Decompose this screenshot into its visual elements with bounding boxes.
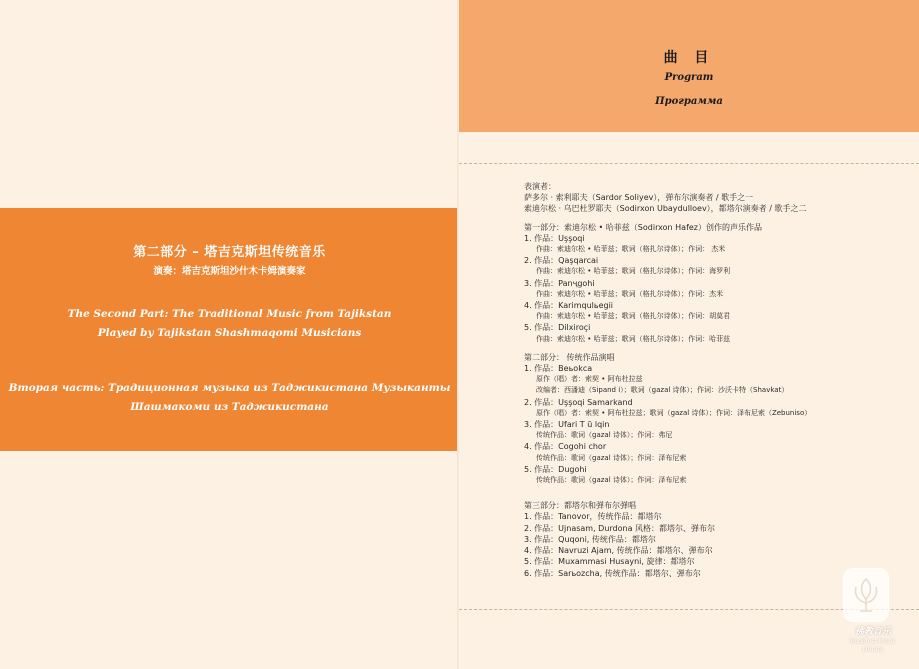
- program-credit-line: 作曲：索迪尔松 • 哈菲兹；歌词（格扎尔诗体）；作词：胡莫君: [536, 312, 731, 321]
- program-line: 5. 作品：Muxammasi Husayni, 旋律：都塔尔: [524, 557, 695, 567]
- program-line: 2. 作品：Ujnasam, Durdona 风格：都塔尔、弹布尔: [524, 523, 716, 533]
- section-subtitle-en: Played by Tajikstan Shashmaqomi Musicians: [97, 327, 362, 339]
- program-credit-line: 作曲：索迪尔松 • 哈菲兹；歌词（格扎尔诗体）；作词：海罗利: [536, 267, 731, 276]
- section-title-cn: 第二部分 – 塔吉克斯坦传统音乐: [133, 245, 326, 260]
- program-title-ru: Программа: [655, 96, 723, 107]
- logo-text: 佛教音乐: [854, 627, 891, 637]
- program-line: 第三部分：都塔尔和弹布尔弹唱: [524, 501, 636, 511]
- section-title-en: The Second Part: The Traditional Music from Tajikstan: [67, 308, 392, 320]
- program-line: 第二部分： 传统作品演唱: [524, 352, 615, 362]
- spacer: [524, 215, 904, 222]
- program-line: 5. 作品：Dilxiroçi: [524, 323, 591, 333]
- program-line: 3. 作品：Panҷgohi: [524, 278, 595, 288]
- left-page: [0, 0, 459, 669]
- section-subtitle-cn: 演奏：塔吉克斯坦沙什木卡姆演奏家: [153, 266, 306, 277]
- logo-subtext: Buddhist Music: [850, 638, 896, 645]
- section-title-ru-line2: Шашмакоми из Таджикистана: [130, 401, 329, 413]
- program-line: 萨多尔 · 索利耶夫（Sardor Soliyev），弹布尔演奏者 / 歌手之一: [524, 193, 754, 203]
- logo-subtext-2: Library: [862, 646, 884, 653]
- program-line: 1. 作品：Uşşoqi: [524, 233, 585, 243]
- spacer: [524, 486, 904, 500]
- program-line: 索迪尔松 · 乌巴杜罗耶夫（Sodirxon Ubaydulloev），都塔尔演奏者 / 歌手之二: [524, 204, 807, 214]
- program-title-cn: 曲 目: [663, 50, 715, 66]
- program-credit-line: 作曲：索迪尔松 • 哈菲兹；歌词（格扎尔诗体）；作词： 杰米: [536, 245, 726, 254]
- program-credit-line: 原作（唱）者：索契 • 阿布杜拉兹；歌词（gazal 诗体）；作词：泽布尼索（Zebuniso）: [536, 408, 812, 417]
- program-credit-line: 原作（唱）者：索契 • 阿布杜拉兹: [536, 375, 643, 384]
- program-line: 5. 作品：Dugohi: [524, 464, 587, 474]
- program-line: 4. 作品：Navruzi Ajam, 传统作品：都塔尔、弹布尔: [524, 546, 713, 556]
- section-banner: [0, 208, 459, 451]
- program-line: 2. 作品：Uşşoqi Samarkand: [524, 397, 633, 407]
- watermark-logo: [833, 566, 913, 666]
- program-line: 第一部分：索迪尔松 • 哈菲兹（Sodirxon Hafez）创作的声乐作品: [524, 222, 763, 232]
- section-title-ru-line1: Вторая часть: Традиционная музыка из Таджикистана Музыканты: [8, 382, 451, 394]
- program-credit-line: 传统作品：歌词（gazal 诗体）；作词：弗尼: [536, 431, 673, 440]
- program-line: 1. 作品：Beьokca: [524, 364, 593, 374]
- program-title-en: Program: [664, 72, 714, 83]
- program-line: 6. 作品：Sarьozcha, 传统作品：都塔尔、弹布尔: [524, 568, 701, 578]
- program-credit-line: 作曲：索迪尔松 • 哈菲兹；歌词（格扎尔诗体）；作词：哈菲兹: [536, 334, 731, 343]
- program-credit-line: 传统作品：歌词（gazal 诗体）；作词：泽布尼索: [536, 453, 687, 462]
- lotus-logo-icon: [843, 568, 889, 622]
- program-line: 3. 作品：Ufari T ū lqin: [524, 420, 610, 430]
- program-line: 4. 作品：Cogohi chor: [524, 442, 607, 452]
- program-line: 2. 作品：Qaşqarcai: [524, 256, 599, 266]
- program-line: 3. 作品：Quqoni, 传统作品：都塔尔: [524, 534, 656, 544]
- divider-top: [459, 163, 919, 164]
- spacer: [524, 345, 904, 352]
- program-header: [459, 0, 919, 132]
- program-credit-line: 传统作品：歌词（gazal 诗体）；作词：泽布尼索: [536, 476, 687, 485]
- program-line: 4. 作品：Karimqulьegii: [524, 301, 614, 311]
- program-line: 表演者：: [524, 182, 556, 191]
- program-list: [524, 181, 904, 579]
- program-credit-line: 改编者：西潘迪（Sipand i）；歌词（gazal 诗体）；作词：沙沃卡特（Shavkat）: [536, 386, 789, 395]
- program-line: 1. 作品：Tanovor，传统作品：都塔尔: [524, 512, 662, 522]
- program-credit-line: 作曲：索迪尔松 • 哈菲兹；歌词（格扎尔诗体）；作词：杰米: [536, 289, 724, 298]
